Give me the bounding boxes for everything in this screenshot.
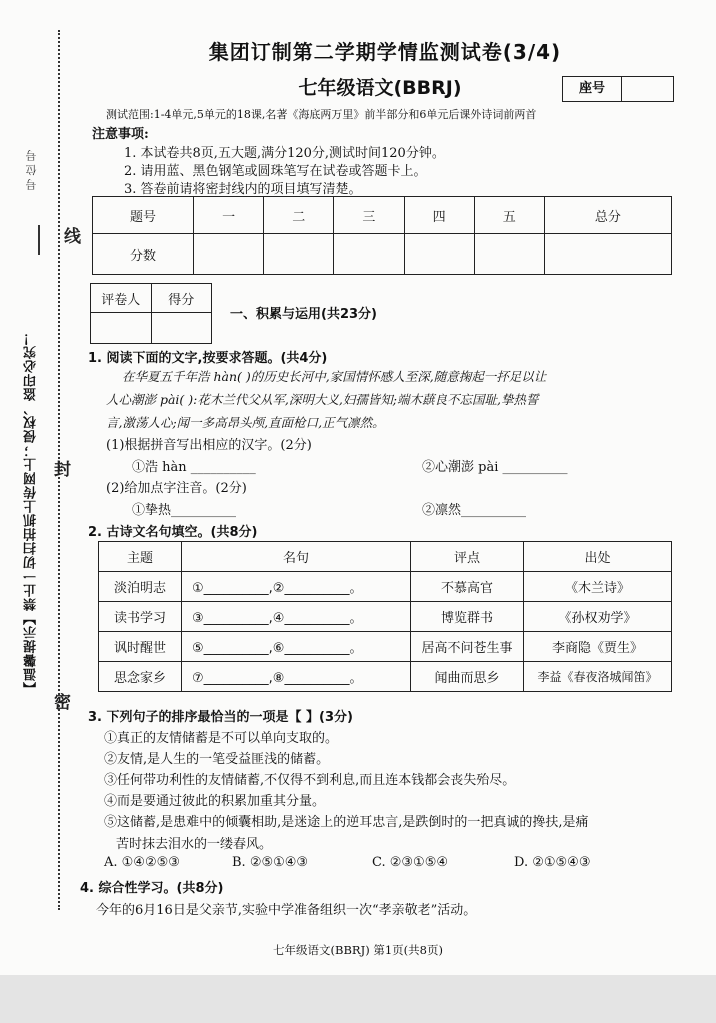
score-table-col: 五	[474, 197, 544, 234]
seal-word-seal: 封	[54, 460, 71, 480]
q1-sub1-b[interactable]: ②心潮澎 pài __________	[422, 460, 568, 475]
score-cell[interactable]	[544, 234, 671, 275]
poem-table-header: 主题	[99, 542, 182, 572]
margin-warning: 【温馨提示】禁止一切扫拍抓上传网上；侵权、盗印必究！	[24, 331, 39, 695]
reviewer-score-cell[interactable]	[151, 313, 212, 344]
seat-number-box	[562, 76, 674, 102]
q3-option-b[interactable]: B. ②⑤①④③	[232, 855, 309, 870]
q3-sentence: ④而是要通过彼此的积累加重其分量。	[104, 794, 326, 809]
q3-sentence: ②友情,是人生的一笔受益匪浅的储蓄。	[104, 752, 330, 767]
poem-comment: 居高不问苍生事	[411, 632, 524, 662]
q1-sub2: (2)给加点字注音。(2分)	[106, 481, 247, 496]
page-bottom-band	[0, 975, 716, 1023]
q3-option-d[interactable]: D. ②①⑤④③	[514, 855, 591, 870]
poem-comment: 闻曲而思乡	[411, 662, 524, 692]
page-footer: 七年级语文(BBRJ) 第1页(共8页)	[273, 943, 443, 957]
poem-blank-lines[interactable]: ⑤__________,⑥__________。	[182, 632, 411, 662]
poem-blank-lines[interactable]: ①__________,②__________。	[182, 572, 411, 602]
reviewer-score-label: 得分	[151, 284, 212, 313]
score-table	[92, 196, 672, 275]
seat-number-field[interactable]	[622, 77, 673, 101]
q3-option-c[interactable]: C. ②③①⑤④	[372, 855, 449, 870]
poem-blank-lines[interactable]: ③__________,④__________。	[182, 602, 411, 632]
poem-source: 《孙权劝学》	[524, 602, 672, 632]
q3-sentence: ⑤这储蓄,是患难中的倾囊相助,是迷途上的逆耳忠言,是跌倒时的一把真诚的搀扶,是痛	[104, 815, 589, 830]
reviewer-cell[interactable]	[91, 313, 152, 344]
poem-theme: 淡泊明志	[99, 572, 182, 602]
table-row	[99, 662, 672, 692]
q1-passage-line: 在华夏五千年浩 hàn( )的历史长河中,家国情怀感人至深,随意掬起一抔足以让	[122, 369, 547, 384]
section-one-heading: 一、积累与运用(共23分)	[230, 307, 377, 322]
score-cell[interactable]	[404, 234, 474, 275]
score-table-row-label: 题号	[93, 197, 194, 234]
score-cell[interactable]	[474, 234, 544, 275]
q1-passage-line: 言,激荡人心;闻一多高昂头颅,直面枪口,正气凛然。	[106, 415, 385, 430]
q1-sub2-b[interactable]: ②凛然__________	[422, 503, 527, 518]
q3-sentence: 苦时抹去泪水的一缕春风。	[116, 837, 273, 852]
poem-table-header: 名句	[182, 542, 411, 572]
poem-table-header: 评点	[411, 542, 524, 572]
q1-passage-line: 人心潮澎 pài( ):花木兰代父从军,深明大义,妇孺皆知;端木蕻良不忘国耻,挚热誓	[106, 392, 539, 407]
seal-word-line: 线	[64, 227, 81, 247]
poem-blank-lines[interactable]: ⑦__________,⑧__________。	[182, 662, 411, 692]
margin-side-note: 号 位 号	[25, 150, 38, 190]
q2-heading: 2. 古诗文名句填空。(共8分)	[88, 525, 258, 540]
poem-table	[98, 541, 672, 692]
test-scope: 测试范围:1-4单元,5单元的18课,名著《海底两万里》前半部分和6单元后课外诗词前两首	[106, 108, 537, 121]
q1-sub1-a[interactable]: ①浩 hàn __________	[132, 460, 256, 475]
q1-heading: 1. 阅读下面的文字,按要求答题。(共4分)	[88, 351, 328, 366]
poem-theme: 思念家乡	[99, 662, 182, 692]
score-table-col: 一	[194, 197, 264, 234]
q4-heading: 4. 综合性学习。(共8分)	[80, 881, 224, 896]
q4-text: 今年的6月16日是父亲节,实验中学准备组织一次“孝亲敬老”活动。	[96, 903, 477, 918]
seal-word-secret: 密	[54, 693, 71, 713]
poem-source: 李益《春夜洛城闻笛》	[524, 662, 672, 692]
q3-sentence: ③任何带功利性的友情储蓄,不仅得不到利息,而且连本钱都会丧失殆尽。	[104, 773, 516, 788]
score-table-col: 四	[404, 197, 474, 234]
score-table-col: 三	[334, 197, 404, 234]
margin-dash	[38, 225, 40, 255]
notice-item: 1. 本试卷共8页,五大题,满分120分,测试时间120分钟。	[124, 146, 445, 161]
exam-title: 集团订制第二学期学情监测试卷(3/4)	[208, 40, 562, 64]
score-table-col: 二	[264, 197, 334, 234]
score-cell[interactable]	[194, 234, 264, 275]
table-row	[99, 572, 672, 602]
q3-heading: 3. 下列句子的排序最恰当的一项是【 】(3分)	[88, 710, 353, 725]
notice-heading: 注意事项:	[92, 127, 149, 142]
notice-item: 3. 答卷前请将密封线内的项目填写清楚。	[124, 182, 362, 197]
q3-option-a[interactable]: A. ①④②⑤③	[104, 855, 180, 870]
seat-number-label: 座号	[563, 77, 622, 101]
q1-sub2-a[interactable]: ①挚热__________	[132, 503, 237, 518]
table-row	[99, 602, 672, 632]
poem-theme: 读书学习	[99, 602, 182, 632]
poem-theme: 讽时醒世	[99, 632, 182, 662]
q3-sentence: ①真正的友情储蓄是不可以单向支取的。	[104, 731, 339, 746]
notice-item: 2. 请用蓝、黑色钢笔或圆珠笔写在试卷或答题卡上。	[124, 164, 427, 179]
score-cell[interactable]	[264, 234, 334, 275]
exam-subtitle: 七年级语文(BBRJ)	[298, 77, 462, 99]
score-table-row-label: 分数	[93, 234, 194, 275]
score-cell[interactable]	[334, 234, 404, 275]
poem-comment: 博览群书	[411, 602, 524, 632]
reviewer-table	[90, 283, 212, 344]
q1-sub1: (1)根据拼音写出相应的汉字。(2分)	[106, 438, 312, 453]
score-table-col: 总分	[544, 197, 671, 234]
poem-table-header: 出处	[524, 542, 672, 572]
table-row	[99, 632, 672, 662]
poem-source: 《木兰诗》	[524, 572, 672, 602]
reviewer-label: 评卷人	[91, 284, 152, 313]
poem-comment: 不慕高官	[411, 572, 524, 602]
poem-source: 李商隐《贾生》	[524, 632, 672, 662]
